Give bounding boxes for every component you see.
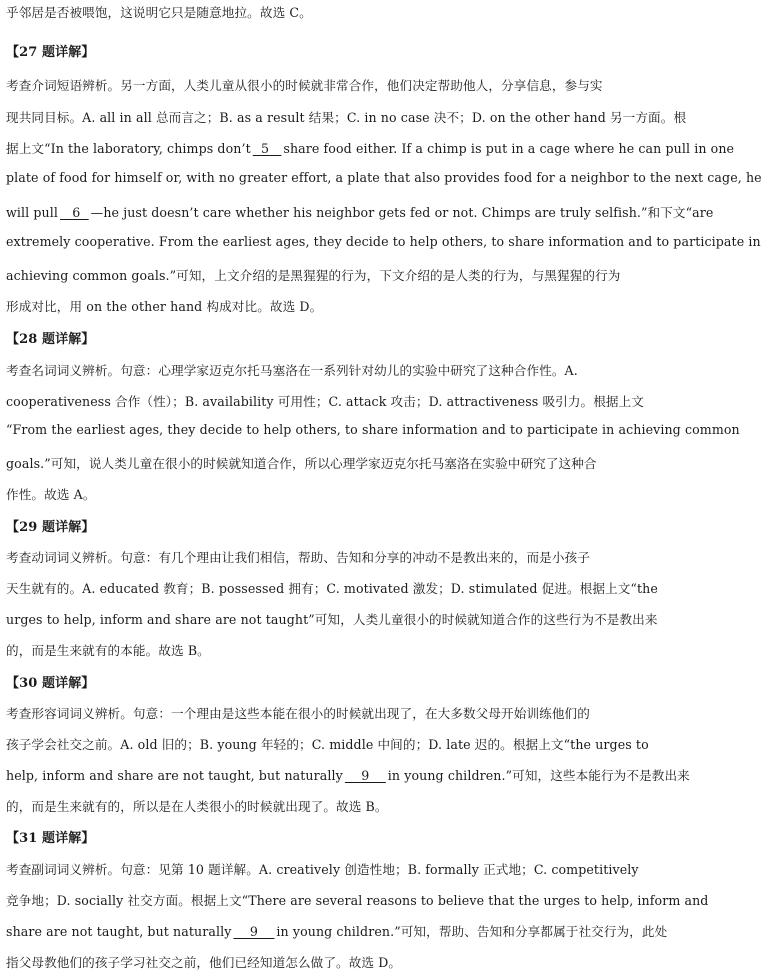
text-segment: in young children.”可知，帮助、告知和分享都属于社交行为，此处 [276,924,668,939]
text-line: 的，而是生来就有的，所以是在人类很小的时候就出现了。故选 B。 [6,799,388,814]
text-line: 作性。故选 A。 [6,487,96,502]
text-line: 考查名词词义辨析。句意：心理学家迈克尔托马塞洛在一系列针对幼儿的实验中研究了这种合作性。A. [6,363,578,378]
text-line: urges to help, inform and share are not taught”可知，人类儿童很小的时候就知道合作的这些行为不是教出来 [6,612,658,627]
text-line: 考查形容词词义辨析。句意：一个理由是这些本能在很小的时候就出现了，在大多数父母开始训练他们的 [6,706,590,721]
question-29-heading: 【29 题详解】 [6,520,95,535]
text-line [6,138,735,157]
text-line: 指父母教他们的孩子学习社交之前，他们已经知道怎么做了。故选 D。 [6,955,402,970]
text-line: goals.”可知，说人类儿童在很小的时候就知道合作，所以心理学家迈克尔托马塞洛在实验中研究了这种合 [6,456,597,471]
question-28-heading: 【28 题详解】 [6,332,95,347]
text-segment: help, inform and share are not taught, but naturally [6,768,343,783]
text-line: 的，而是生来就有的本能。故选 B。 [6,643,210,658]
question-31-heading: 【31 题详解】 [6,831,95,846]
text-segment: share are not taught, but naturally [6,924,232,939]
text-line: “From the earliest ages, they decide to help others, to share information and to participate in achieving common [6,422,740,437]
text-line: achieving common goals.”可知，上文介绍的是黑猩猩的行为，下文介绍的是人类的行为，与黑猩猩的行为 [6,268,621,283]
text-line: extremely cooperative. From the earliest ages, they decide to help others, to share information and to participate in [6,234,761,249]
text-line: 孩子学会社交之前。A. old 旧的；B. young 年轻的；C. middle 中间的；D. late 迟的。根据上文“the urges to [6,737,649,752]
text-line: 考查动词词义辨析。句意：有几个理由让我们相信，帮助、告知和分享的冲动不是教出来的，而是小孩子 [6,550,590,565]
text-segment: in young children.”可知，这些本能行为不是教出来 [387,768,690,783]
text-line: 现共同目标。A. all in all 总而言之；B. as a result 结果；C. in no case 决不；D. on the other hand 另一方面。根 [6,110,687,125]
blank-5: 5 [252,141,282,156]
blank-9: 9 [344,768,386,783]
text-line [6,765,690,784]
text-segment: 据上文“In the laboratory, chimps don’t [6,141,251,156]
text-line: 竞争地；D. socially 社交方面。根据上文“There are several reasons to believe that the urges to help, inform and [6,893,709,908]
question-27-heading: 【27 题详解】 [6,45,95,60]
text-line: 乎邻居是否被喂饱，这说明它只是随意地拉。故选 C。 [6,5,312,20]
question-30-heading: 【30 题详解】 [6,676,95,691]
text-line: cooperativeness 合作（性）；B. availability 可用性；C. attack 攻击；D. attractiveness 吸引力。根据上文 [6,394,644,409]
text-segment: share food either. If a chimp is put in a cage where he can pull in one [283,141,735,156]
blank-6: 6 [60,205,89,220]
text-segment: will pull [6,205,58,220]
text-line: 形成对比，用 on the other hand 构成对比。故选 D。 [6,299,323,314]
text-line: plate of food for himself or, with no greater effort, a plate that also provides food for a neighbor to the next cage, he [6,170,762,185]
text-segment: —he just doesn’t care whether his neighbor gets fed or not. Chimps are truly selfish.”和下文“are [90,205,714,220]
text-line: 天生就有的。A. educated 教育；B. possessed 拥有；C. motivated 激发；D. stimulated 促进。根据上文“the [6,581,658,596]
text-line: 考查副词词义辨析。句意：见第 10 题详解。A. creatively 创造性地；B. formally 正式地；C. competitively [6,862,639,877]
text-line [6,921,666,940]
text-line [6,202,714,221]
blank-9: 9 [233,924,275,939]
text-line: 考查介词短语辨析。另一方面，人类儿童从很小的时候就非常合作，他们决定帮助他人，分享信息，参与实 [6,78,603,93]
